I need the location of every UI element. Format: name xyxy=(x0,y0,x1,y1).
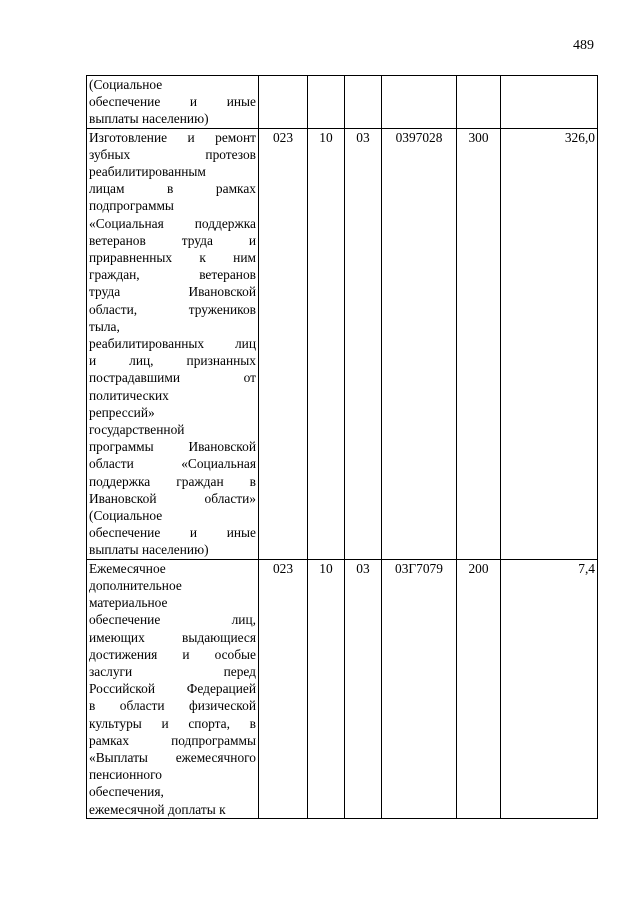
amount-cell: 326,0 xyxy=(501,128,598,559)
table-row xyxy=(87,559,598,818)
expense-type-cell xyxy=(457,76,501,129)
expense-type-cell: 200 xyxy=(457,559,501,818)
item-name-line: обеспечение и иные xyxy=(89,525,256,541)
item-name-line: в области физической xyxy=(89,698,256,714)
item-name-line: подпрограммы xyxy=(89,198,174,214)
amount-cell: 7,4 xyxy=(501,559,598,818)
item-name-cell xyxy=(87,76,259,129)
item-name-line: приравненных к ним xyxy=(89,250,256,266)
item-name-cell xyxy=(87,559,259,818)
item-name-line: достижения и особые xyxy=(89,646,256,662)
item-name-line: Российской Федерацией xyxy=(89,681,256,697)
subsection-code-cell: 03 xyxy=(345,128,382,559)
subsection-code-cell xyxy=(345,76,382,129)
budget-table xyxy=(86,75,598,819)
item-name-line: материальное xyxy=(89,595,168,611)
item-name-line: обеспечения, xyxy=(89,784,164,800)
item-name-line: ежемесячной доплаты к xyxy=(89,801,226,817)
item-name-line: государственной xyxy=(89,422,185,438)
item-name-line: дополнительное xyxy=(89,577,182,593)
item-name-cell xyxy=(87,128,259,559)
item-name-line: граждан, ветеранов xyxy=(89,267,256,283)
item-name-line: имеющих выдающиеся xyxy=(89,629,256,645)
section-code-cell: 10 xyxy=(308,559,345,818)
item-name-line: труда Ивановской xyxy=(89,284,256,300)
item-name-line: выплаты населению) xyxy=(89,542,209,558)
ministry-code-cell xyxy=(259,76,308,129)
item-name-line: Ивановской области» xyxy=(89,490,256,506)
ministry-code-cell: 023 xyxy=(259,128,308,559)
item-name-line: политических xyxy=(89,387,169,403)
page-number: 489 xyxy=(573,38,594,53)
item-name-line: лицам в рамках xyxy=(89,181,256,197)
table-row xyxy=(87,76,598,129)
item-name-line: репрессий» xyxy=(89,404,155,420)
item-name-line: культуры и спорта, в xyxy=(89,715,256,731)
target-article-cell: 0397028 xyxy=(382,128,457,559)
item-name-line: и лиц, признанных xyxy=(89,353,256,369)
item-name-line: обеспечение и иные xyxy=(89,94,256,110)
item-name-line: области, тружеников xyxy=(89,301,256,317)
expense-type-cell: 300 xyxy=(457,128,501,559)
item-name-line: рамках подпрограммы xyxy=(89,732,256,748)
item-name-line: обеспечение лиц, xyxy=(89,612,256,628)
subsection-code-cell: 03 xyxy=(345,559,382,818)
item-name-line: Изготовление и ремонт xyxy=(89,129,256,145)
target-article-cell: 03Г7079 xyxy=(382,559,457,818)
ministry-code-cell: 023 xyxy=(259,559,308,818)
item-name-line: (Социальное xyxy=(89,77,163,92)
item-name-line: программы Ивановской xyxy=(89,439,256,455)
item-name-line: (Социальное xyxy=(89,508,163,524)
item-name-line: реабилитированным xyxy=(89,164,206,180)
item-name-line: поддержка граждан в xyxy=(89,473,256,489)
target-article-cell xyxy=(382,76,457,129)
item-name-line: заслуги перед xyxy=(89,663,256,679)
section-code-cell xyxy=(308,76,345,129)
budget-table-body xyxy=(87,76,598,819)
item-name-line: «Социальная поддержка xyxy=(89,215,256,231)
item-name-line: области «Социальная xyxy=(89,456,256,472)
item-name-line: выплаты населению) xyxy=(89,111,209,127)
item-name-line: реабилитированных лиц xyxy=(89,336,256,352)
item-name-line: ветеранов труда и xyxy=(89,232,256,248)
item-name-line: тыла, xyxy=(89,318,120,334)
item-name-line: пенсионного xyxy=(89,767,162,783)
section-code-cell: 10 xyxy=(308,128,345,559)
table-row xyxy=(87,128,598,559)
item-name-line: зубных протезов xyxy=(89,146,256,162)
item-name-line: «Выплаты ежемесячного xyxy=(89,749,256,765)
item-name-line: пострадавшими от xyxy=(89,370,256,386)
item-name-line: Ежемесячное xyxy=(89,560,166,576)
amount-cell xyxy=(501,76,598,129)
